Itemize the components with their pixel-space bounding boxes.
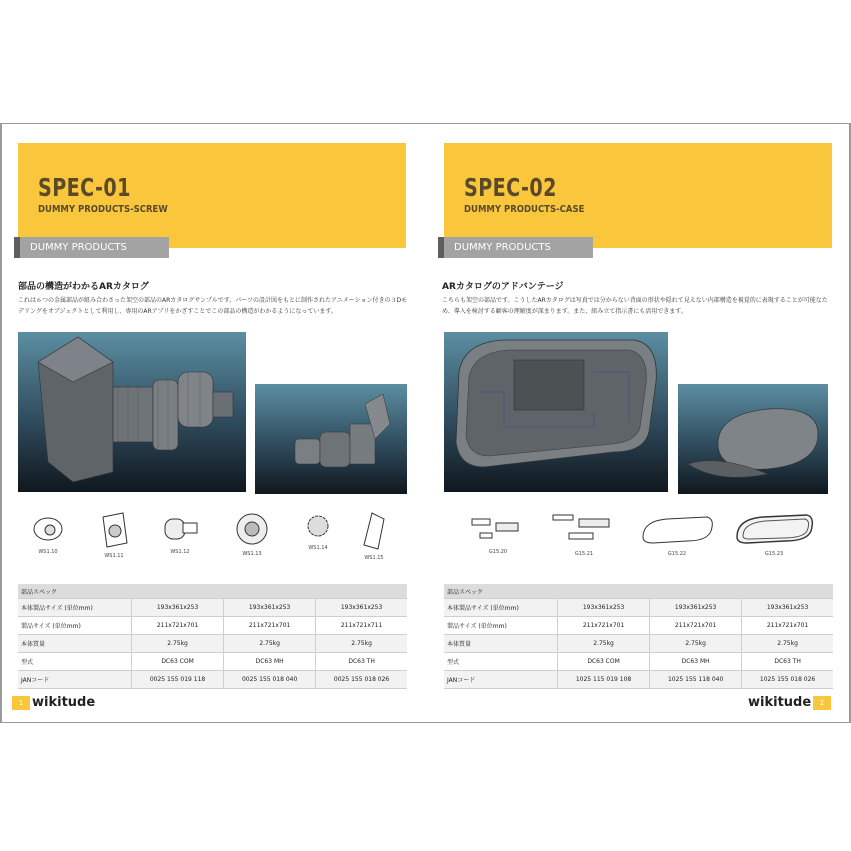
- page-number: 1: [12, 696, 30, 710]
- cell: DC63 COM: [558, 653, 650, 671]
- row-label: 製品サイズ (単位mm): [444, 617, 558, 635]
- part-thumbnail: [20, 509, 76, 579]
- spec-table: [18, 584, 407, 689]
- table-row: [444, 671, 833, 689]
- row-label: 型式: [18, 653, 132, 671]
- part-thumbnail: [346, 509, 402, 579]
- parts-thumbnails: [436, 509, 836, 579]
- spec-table: [444, 584, 833, 689]
- cell: DC63 MH: [650, 653, 742, 671]
- row-label: 製品サイズ (単位mm): [18, 617, 132, 635]
- part-thumbnail-label: G15.20: [488, 549, 508, 555]
- screw-render-detail-image: [255, 384, 407, 494]
- cell: 1025 115 019 108: [558, 671, 650, 689]
- table-row: [18, 653, 407, 671]
- section-tag: DUMMY PRODUCTS: [438, 237, 593, 258]
- cell: 2.75kg: [316, 635, 407, 653]
- cell: DC63 TH: [742, 653, 833, 671]
- cell: 0025 155 018 040: [224, 671, 316, 689]
- cell: 211x721x711: [316, 617, 407, 635]
- section-heading: 部品の構造がわかるARカタログ: [18, 282, 149, 292]
- table-row: [444, 617, 833, 635]
- spec-banner: [444, 143, 832, 248]
- spec-table-header: 部品スペック: [444, 584, 833, 599]
- part-thumbnail: [458, 509, 538, 579]
- section-body: こちらも架空の部品です。こうしたARカタログは写真では分からない背面の形状や隠れて見えない内部構造を視覚的に表現することが可能なため、導入を検討する顧客の理解度が深まります。また、組み立て指示書にも活用できます。: [442, 297, 828, 315]
- part-thumbnail-label: G15.23: [764, 551, 784, 557]
- table-row: [444, 599, 833, 617]
- row-label: 本体質量: [18, 635, 132, 653]
- cell: 193x361x253: [316, 599, 407, 617]
- part-thumbnail: [290, 509, 346, 579]
- cell: DC63 COM: [132, 653, 224, 671]
- table-row: [444, 635, 833, 653]
- spec-title: SPEC-01: [38, 173, 131, 202]
- spec-subtitle: DUMMY PRODUCTS-CASE: [464, 204, 585, 215]
- part-thumbnail-label: WS1.11: [104, 553, 124, 559]
- part-thumbnail-label: G15.22: [667, 551, 687, 557]
- table-row: [18, 617, 407, 635]
- cell: 193x361x253: [132, 599, 224, 617]
- cell: 0025 155 019 118: [132, 671, 224, 689]
- table-row: [18, 635, 407, 653]
- part-thumbnail-label: WS1.14: [308, 545, 328, 551]
- case-render-detail-image: [678, 384, 828, 494]
- row-label: 本体製品サイズ (単位mm): [18, 599, 132, 617]
- cell: 193x361x253: [650, 599, 742, 617]
- spec-table-header: 部品スペック: [18, 584, 407, 599]
- cell: 211x721x701: [132, 617, 224, 635]
- spec-title: SPEC-02: [464, 173, 557, 202]
- cell: 193x361x253: [742, 599, 833, 617]
- row-label: 本体製品サイズ (単位mm): [444, 599, 558, 617]
- part-thumbnail: [152, 509, 208, 579]
- cell: 2.75kg: [742, 635, 833, 653]
- cell: 2.75kg: [224, 635, 316, 653]
- part-thumbnail: [86, 509, 142, 579]
- spec-subtitle: DUMMY PRODUCTS-SCREW: [38, 204, 168, 215]
- part-thumbnail: [544, 509, 624, 579]
- table-row: [18, 599, 407, 617]
- page-number: 2: [813, 696, 831, 710]
- cell: 2.75kg: [558, 635, 650, 653]
- section-heading: ARカタログのアドバンテージ: [442, 282, 564, 292]
- cell: 211x721x701: [558, 617, 650, 635]
- cell: 2.75kg: [650, 635, 742, 653]
- spec-banner: [18, 143, 406, 248]
- parts-thumbnails: [12, 509, 412, 579]
- part-thumbnail-label: WS1.12: [170, 549, 190, 555]
- catalog-page-2: [426, 124, 851, 722]
- cell: 2.75kg: [132, 635, 224, 653]
- case-render-main-image: [444, 332, 668, 492]
- cell: 193x361x253: [558, 599, 650, 617]
- catalog-spread: [0, 123, 851, 723]
- cell: 211x721x701: [742, 617, 833, 635]
- catalog-page-1: [0, 124, 425, 722]
- cell: DC63 TH: [316, 653, 407, 671]
- cell: DC63 MH: [224, 653, 316, 671]
- row-label: JANコード: [18, 671, 132, 689]
- screw-render-main-image: [18, 332, 246, 492]
- section-body: これは６つの金属部品が組み合わさった架空の部品のARカタログサンプルです。パーツの設計図をもとに制作されたアニメーション付きの３Dモデリングをオブジェクトとして利用し、専用のARアプリをかざすことでこの部品の構造がわかるようになっています。: [18, 297, 408, 315]
- brand-logo: wikitude: [748, 695, 812, 710]
- part-thumbnail: [224, 509, 280, 579]
- row-label: 本体質量: [444, 635, 558, 653]
- cell: 0025 155 018 026: [316, 671, 407, 689]
- row-label: JANコード: [444, 671, 558, 689]
- row-label: 型式: [444, 653, 558, 671]
- part-thumbnail-label: WS1.13: [242, 551, 262, 557]
- part-thumbnail-label: G15.21: [574, 551, 594, 557]
- brand-logo: wikitude: [32, 695, 96, 710]
- table-row: [444, 653, 833, 671]
- part-thumbnail-label: WS1.15: [364, 555, 384, 561]
- part-thumbnail-label: WS1.10: [38, 549, 58, 555]
- part-thumbnail: [634, 509, 720, 579]
- section-tag: DUMMY PRODUCTS: [14, 237, 169, 258]
- cell: 1025 155 118 040: [650, 671, 742, 689]
- cell: 1025 155 018 026: [742, 671, 833, 689]
- cell: 211x721x701: [224, 617, 316, 635]
- part-thumbnail: [728, 509, 820, 579]
- table-row: [18, 671, 407, 689]
- cell: 193x361x253: [224, 599, 316, 617]
- cell: 211x721x701: [650, 617, 742, 635]
